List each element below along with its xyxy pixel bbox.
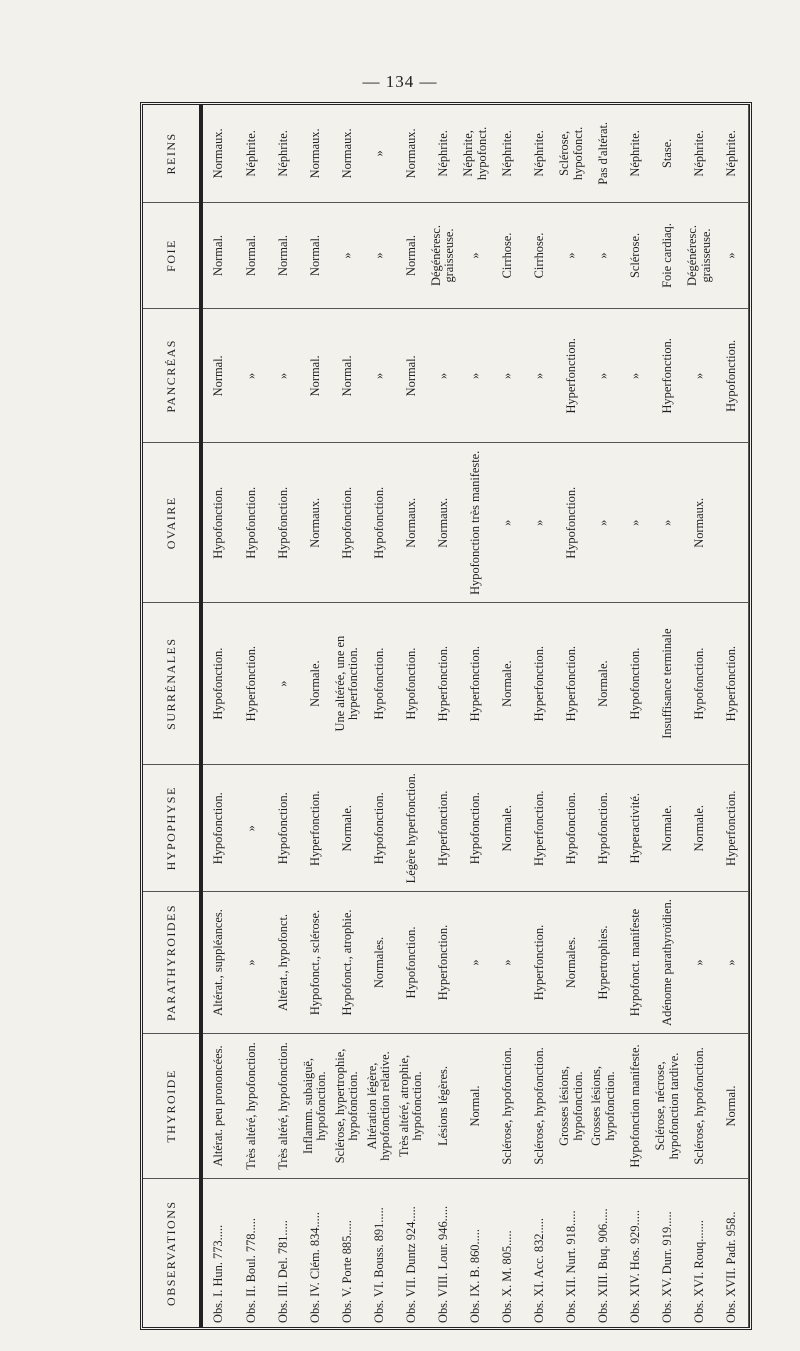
- table-cell: Hyperfonction.: [524, 603, 556, 765]
- table-cell: Normaux.: [684, 443, 716, 603]
- column-header: HYPOPHYSE: [143, 765, 201, 892]
- table-cell: Stase.: [652, 105, 684, 202]
- table-cell: Hypofonction.: [201, 765, 235, 892]
- table-cell: Hyperfonction.: [427, 892, 459, 1033]
- table-cell: »: [363, 309, 395, 443]
- table-cell: Altération légère, hypofonction relative.: [363, 1033, 395, 1179]
- table-cell: Hypofonction.: [235, 443, 267, 603]
- table-cell: »: [556, 202, 588, 308]
- table-cell: Normal.: [331, 309, 363, 443]
- table-cell: Hypofonction.: [460, 765, 492, 892]
- table-cell: Hyperactivité.: [620, 765, 652, 892]
- table-row: [652, 105, 684, 1327]
- observation-label: Obs. XVI. Rouq.......: [692, 1220, 707, 1323]
- table-cell: Hypofonct., atrophie.: [331, 892, 363, 1033]
- table-cell: Hypofonction.: [588, 765, 620, 892]
- table-cell: Normaux.: [331, 105, 363, 202]
- table-row: [524, 105, 556, 1327]
- table-cell: »: [524, 309, 556, 443]
- table-cell: »: [588, 443, 620, 603]
- table-cell: Grosses lésions, hypofonction.: [588, 1033, 620, 1179]
- table-cell: Normaux.: [201, 105, 235, 202]
- table-row: [395, 105, 427, 1327]
- table-cell: Insuffisance terminale: [652, 603, 684, 765]
- table-cell: Sclérose, hypofonction.: [492, 1033, 524, 1179]
- table-cell: »: [492, 443, 524, 603]
- table-row: [267, 105, 299, 1327]
- table-cell: Hyperfonction.: [235, 603, 267, 765]
- table-cell: Hypofonction.: [716, 309, 749, 443]
- table-cell: Hyperfonction.: [716, 765, 749, 892]
- table-cell: Normale.: [299, 603, 331, 765]
- table-cell: Néphrite, hypofonct.: [460, 105, 492, 202]
- table-cell: »: [684, 892, 716, 1033]
- table-row: [556, 105, 588, 1327]
- observation-label: Obs. IV. Clém. 834.....: [307, 1212, 322, 1323]
- table-cell: »: [427, 309, 459, 443]
- table-cell: Normales.: [556, 892, 588, 1033]
- table-cell: Hyperfonction.: [427, 765, 459, 892]
- observation-label: Obs. VII. Duntz 924.....: [403, 1206, 418, 1323]
- table-cell: »: [492, 309, 524, 443]
- table-cell: »: [331, 202, 363, 308]
- table-cell: Hypofonction.: [395, 603, 427, 765]
- table-cell: Normaux.: [395, 105, 427, 202]
- table-cell: Normale.: [331, 765, 363, 892]
- observation-label: Obs. IX. B. 860.....: [467, 1229, 482, 1323]
- table-cell: Hypofonction.: [684, 603, 716, 765]
- table-row: [331, 105, 363, 1327]
- column-header: OBSERVATIONS: [143, 1179, 201, 1327]
- table-cell: Normaux.: [299, 105, 331, 202]
- table-cell: Légère hyperfonction.: [395, 765, 427, 892]
- table-cell: Hypofonction manifeste.: [620, 1033, 652, 1179]
- table-cell: Hyperfonction.: [556, 603, 588, 765]
- column-header: SURRÉNALES: [143, 603, 201, 765]
- table-cell: Normal.: [716, 1033, 749, 1179]
- table-cell: Néphrite.: [716, 105, 749, 202]
- table-row: [460, 105, 492, 1327]
- table-cell: »: [363, 202, 395, 308]
- table-cell: Hypofonction.: [620, 603, 652, 765]
- table-cell: »: [460, 202, 492, 308]
- table-row: [620, 105, 652, 1327]
- table-cell: Normaux.: [427, 443, 459, 603]
- table-cell: »: [363, 105, 395, 202]
- table-cell: Hypofonction.: [331, 443, 363, 603]
- observation-label: Obs. XIV. Hos. 929.....: [628, 1209, 643, 1323]
- table-row: [299, 105, 331, 1327]
- table-cell: Normal.: [299, 202, 331, 308]
- table-row: [588, 105, 620, 1327]
- table-cell: Sclérose, hypofonction.: [684, 1033, 716, 1179]
- table-cell: Normale.: [588, 603, 620, 765]
- table-cell: Hyperfonction.: [460, 603, 492, 765]
- page-number: — 134 —: [362, 72, 438, 91]
- observation-label: Obs. V. Porte 885.....: [339, 1220, 354, 1323]
- table-cell: Sclérose, hypofonct.: [556, 105, 588, 202]
- column-header: PARATHYROIDES: [143, 892, 201, 1033]
- table-cell: Altérat. peu prononcées.: [201, 1033, 235, 1179]
- table-cell: Altérat., hypofonct.: [267, 892, 299, 1033]
- observations-table: [143, 105, 749, 1327]
- table-cell: Dégénéresc. graisseuse.: [427, 202, 459, 308]
- observation-label: Obs. XII. Nurt. 918.....: [563, 1210, 578, 1323]
- table-cell: »: [620, 309, 652, 443]
- table-cell: Hyperfonction.: [299, 765, 331, 892]
- table-row: [427, 105, 459, 1327]
- observation-label: Obs. XIII. Buq. 906.....: [596, 1208, 611, 1323]
- table-cell: Très altéré, hypofonction.: [235, 1033, 267, 1179]
- column-header: FOIE: [143, 202, 201, 308]
- table-cell: Néphrite.: [684, 105, 716, 202]
- table-cell: Hyperfonction.: [524, 765, 556, 892]
- table-cell: Normal.: [460, 1033, 492, 1179]
- table-cell: Dégénéresc. graisseuse.: [684, 202, 716, 308]
- observation-label: Obs. III. Del. 781.....: [275, 1220, 290, 1323]
- observation-label: Obs. I. Hun. 773.....: [211, 1224, 226, 1323]
- table-row: [201, 105, 235, 1327]
- table-cell: Normale.: [684, 765, 716, 892]
- table-cell: Une altérée, une en hyperfonction.: [331, 603, 363, 765]
- table-cell: Hypofonction.: [363, 443, 395, 603]
- table-cell: Normal.: [235, 202, 267, 308]
- table-cell: »: [235, 765, 267, 892]
- observation-label: Obs. X. M. 805.....: [499, 1230, 514, 1323]
- table-cell: »: [716, 892, 749, 1033]
- observation-label: Obs. XV. Durr. 919.....: [660, 1211, 675, 1323]
- table-cell: Sclérose, hypertrophie, hypofonction.: [331, 1033, 363, 1179]
- table-cell: Pas d'altérat.: [588, 105, 620, 202]
- table-cell: Normal.: [395, 202, 427, 308]
- table-header-row: [143, 105, 201, 1327]
- table-cell: Hyperfonction.: [652, 309, 684, 443]
- table-cell: Hyperfonction.: [427, 603, 459, 765]
- table-cell: Hypofonct. manifeste: [620, 892, 652, 1033]
- table-cell: Inflamm. subaiguë, hypofonction.: [299, 1033, 331, 1179]
- table-cell: Hypofonct., sclérose.: [299, 892, 331, 1033]
- table-cell: Hypofonction.: [556, 765, 588, 892]
- table-cell: Néphrite.: [492, 105, 524, 202]
- table-cell: Sclérose, nécrose, hypofonction tardive.: [652, 1033, 684, 1179]
- table-cell: »: [652, 443, 684, 603]
- table-cell: Normaux.: [395, 443, 427, 603]
- table-row: [363, 105, 395, 1327]
- table-cell: Néphrite.: [620, 105, 652, 202]
- table-cell: Normale.: [492, 765, 524, 892]
- table-cell: »: [716, 202, 749, 308]
- table-cell: Normale.: [652, 765, 684, 892]
- table-cell: Foie cardiaq.: [652, 202, 684, 308]
- table-cell: Hyperfonction.: [556, 309, 588, 443]
- observation-label: Obs. VIII. Lour. 946.....: [435, 1205, 450, 1323]
- table-cell: Cirrhose.: [524, 202, 556, 308]
- table-cell: »: [588, 202, 620, 308]
- table-cell: Hypofonction.: [395, 892, 427, 1033]
- table-cell: Hypofonction.: [556, 443, 588, 603]
- table-cell: Altérat., suppléances.: [201, 892, 235, 1033]
- table-cell: Très altéré, hypofonction.: [267, 1033, 299, 1179]
- table-cell: Adénome parathyroïdien.: [652, 892, 684, 1033]
- column-header: REINS: [143, 105, 201, 202]
- observations-table-frame: [140, 102, 752, 1330]
- table-body: [201, 105, 749, 1327]
- table-cell: Normale.: [492, 603, 524, 765]
- table-cell: Néphrite.: [524, 105, 556, 202]
- observation-label: Obs. XVII. Padr. 958..: [716, 1179, 749, 1327]
- table-cell: [716, 443, 749, 603]
- table-cell: Hyperfonction.: [716, 603, 749, 765]
- table-cell: Hypofonction.: [267, 765, 299, 892]
- table-cell: Normal.: [395, 309, 427, 443]
- table-cell: Normal.: [201, 202, 235, 308]
- column-header: THYROIDE: [143, 1033, 201, 1179]
- table-cell: Hypofonction très manifeste.: [460, 443, 492, 603]
- rotated-table-wrapper: [143, 105, 749, 1327]
- table-cell: Hypofonction.: [201, 603, 235, 765]
- column-header: OVAIRE: [143, 443, 201, 603]
- table-cell: Cirrhose.: [492, 202, 524, 308]
- table-cell: »: [460, 309, 492, 443]
- table-cell: Grosses lésions, hypofonction.: [556, 1033, 588, 1179]
- table-cell: »: [267, 603, 299, 765]
- table-cell: Normal.: [299, 309, 331, 443]
- table-cell: »: [267, 309, 299, 443]
- table-cell: »: [620, 443, 652, 603]
- table-cell: »: [235, 892, 267, 1033]
- table-row: [684, 105, 716, 1327]
- observation-label: Obs. II. Boul. 778.....: [243, 1218, 258, 1323]
- table-row: [716, 105, 749, 1327]
- table-cell: Hypofonction.: [363, 765, 395, 892]
- table-cell: Hypofonction.: [201, 443, 235, 603]
- table-row: [492, 105, 524, 1327]
- table-cell: Néphrite.: [235, 105, 267, 202]
- table-cell: Hypofonction.: [363, 603, 395, 765]
- table-cell: Normal.: [201, 309, 235, 443]
- table-cell: »: [235, 309, 267, 443]
- table-cell: Normales.: [363, 892, 395, 1033]
- table-cell: »: [460, 892, 492, 1033]
- table-cell: »: [524, 443, 556, 603]
- column-header: PANCRÉAS: [143, 309, 201, 443]
- table-cell: Hypofonction.: [267, 443, 299, 603]
- table-cell: Hyperfonction.: [524, 892, 556, 1033]
- table-cell: Normal.: [267, 202, 299, 308]
- table-cell: Normaux.: [299, 443, 331, 603]
- table-cell: Sclérose, hypofonction.: [524, 1033, 556, 1179]
- table-cell: »: [492, 892, 524, 1033]
- table-cell: Lésions légères.: [427, 1033, 459, 1179]
- table-cell: »: [684, 309, 716, 443]
- table-cell: »: [588, 309, 620, 443]
- table-cell: Très altéré, atrophie, hypofonction.: [395, 1033, 427, 1179]
- table-cell: Néphrite.: [427, 105, 459, 202]
- observation-label: Obs. XI. Acc. 832.....: [531, 1218, 546, 1323]
- table-cell: Sclérose.: [620, 202, 652, 308]
- table-row: [235, 105, 267, 1327]
- table-cell: Néphrite.: [267, 105, 299, 202]
- table-cell: Hypertrophies.: [588, 892, 620, 1033]
- observation-label: Obs. VI. Bouss. 891.....: [371, 1207, 386, 1323]
